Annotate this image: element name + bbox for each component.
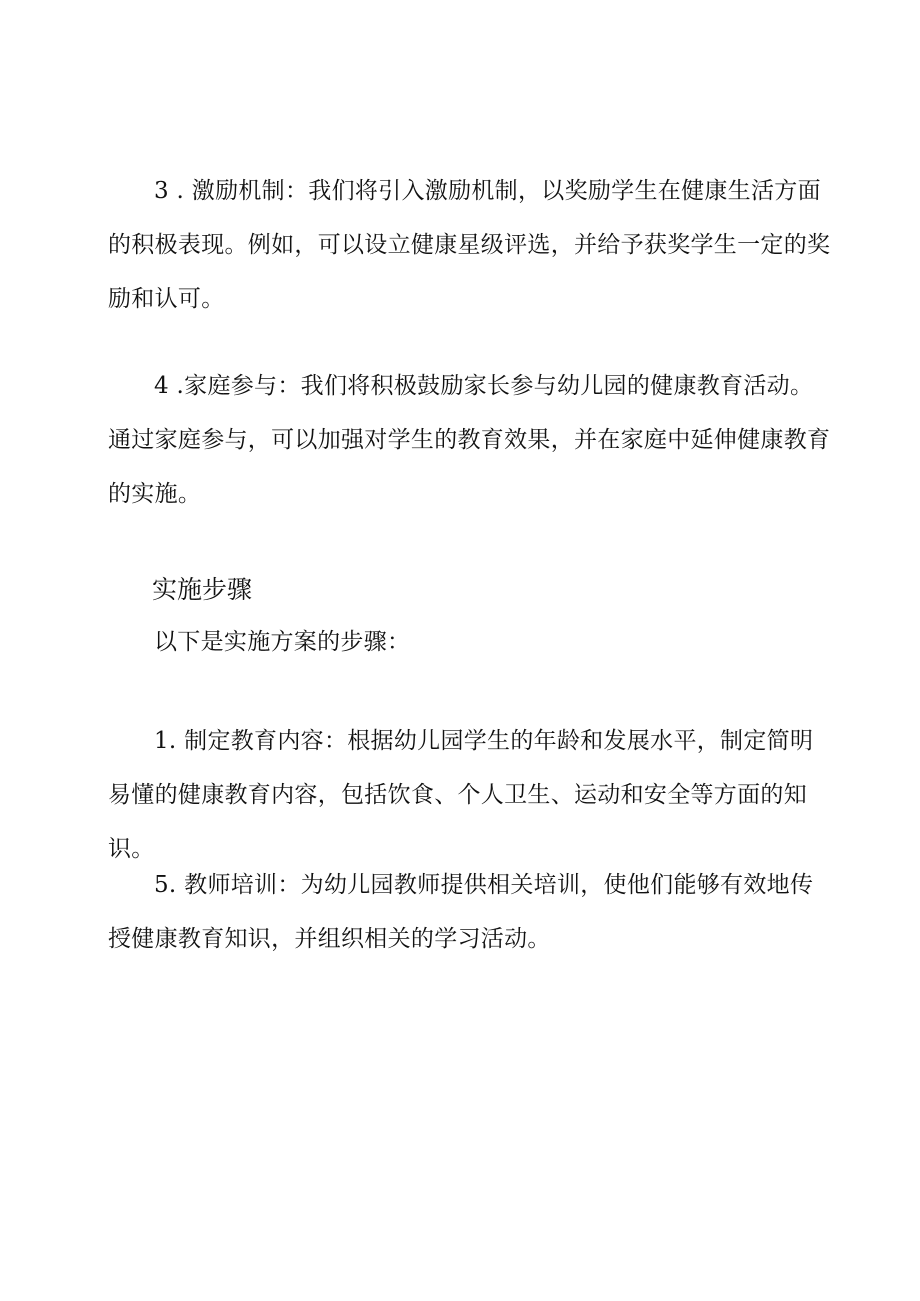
step-develop-content: 1. 制定教育内容：根据幼儿园学生的年龄和发展水平，制定简明易懂的健康教育内容，包括饮食、个人卫生、运动和安全等方面的知识。 bbox=[108, 728, 814, 862]
paragraph-family-participation: 4 .家庭参与：我们将积极鼓励家长参与幼儿园的健康教育活动。通过家庭参与，可以加强对学生的教育效果，并在家庭中延伸健康教育的实施。 bbox=[108, 373, 831, 507]
section-heading: 实施步骤 bbox=[152, 575, 253, 604]
paragraph-incentive-mechanism: 3 . 激励机制：我们将引入激励机制，以奖励学生在健康生活方面的积极表现。例如，可以设立健康星级评选，并给予获奖学生一定的奖励和认可。 bbox=[108, 178, 831, 312]
section-intro: 以下是实施方案的步骤： bbox=[154, 629, 411, 655]
step-teacher-training: 5. 教师培训：为幼儿园教师提供相关培训，使他们能够有效地传授健康教育知识，并组织相关的学习活动。 bbox=[108, 872, 814, 952]
